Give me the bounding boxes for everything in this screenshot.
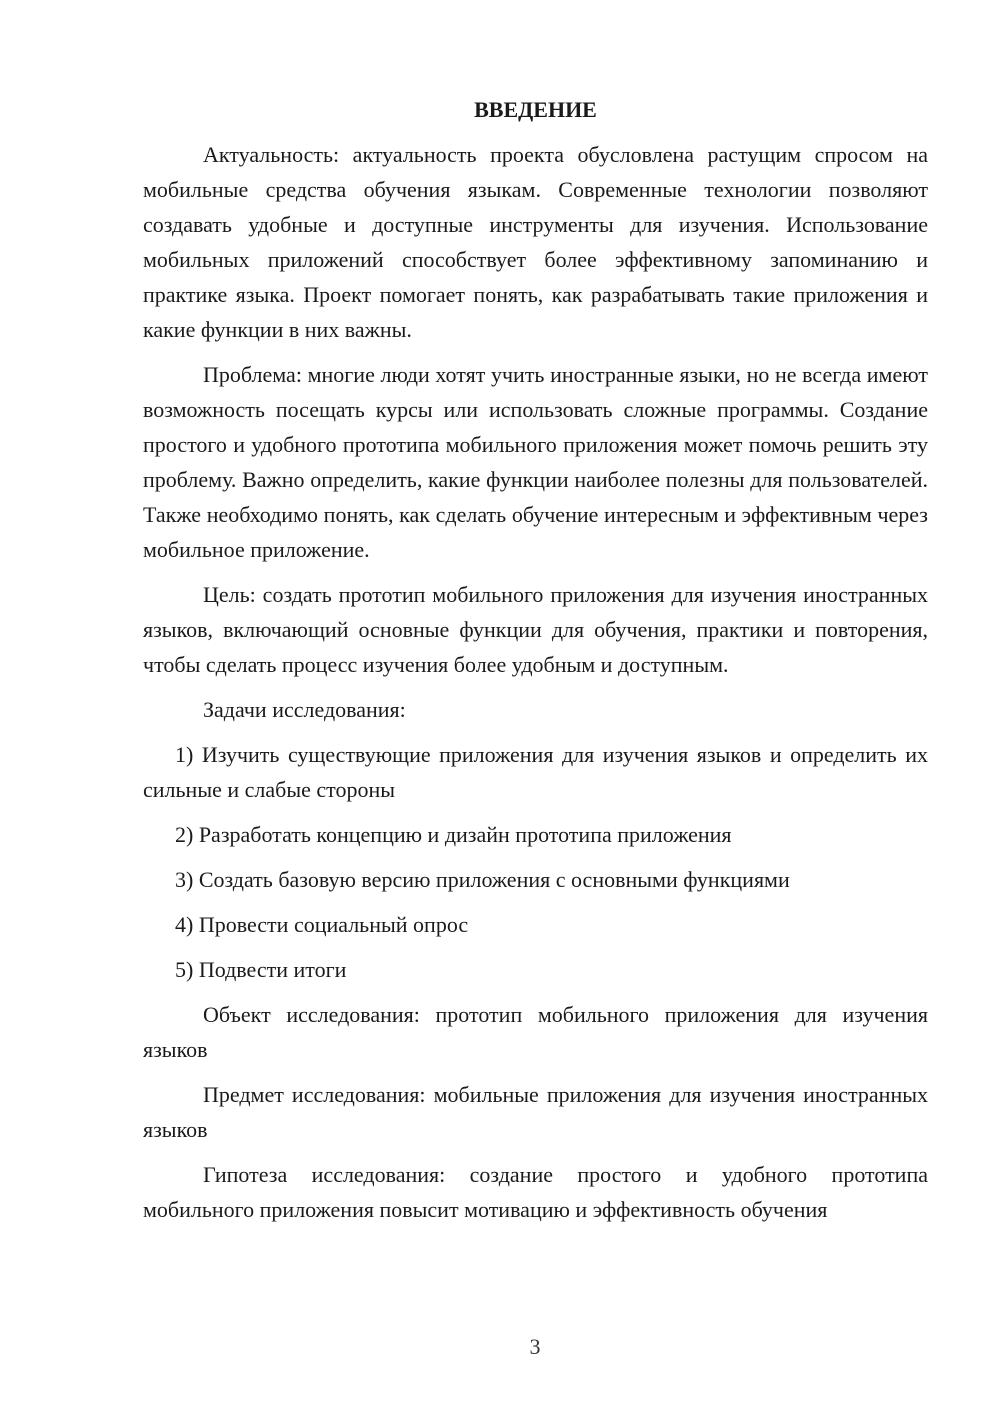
goal-paragraph: Цель: создать прототип мобильного приложения для изучения иностранных языков, включающий основные функции для обучения, практики и повторения, чтобы сделать процесс изучения более удобным и доступным.	[143, 582, 928, 677]
hypothesis-paragraph: Гипотеза исследования: создание простого и удобного прототипа мобильного приложения повысит мотивацию и эффективность обучения	[143, 1162, 928, 1222]
task-item: 2) Разработать концепцию и дизайн прототипа приложения	[175, 822, 732, 847]
problem-paragraph: Проблема: многие люди хотят учить иностранные языки, но не всегда имеют возможность посещать курсы или использовать сложные программы. Создание простого и удобного прототипа мобильного приложения может помочь решить эту проблему. Важно определить, какие функции наиболее полезны для пользователей. Также необходимо понять, как сделать обучение интересным и эффективным через мобильное приложение.	[143, 362, 928, 562]
task-item: 1) Изучить существующие приложения для изучения языков и определить их сильные и слабые стороны	[143, 742, 928, 802]
task-item: 4) Провести социальный опрос	[175, 912, 469, 937]
page-number: 3	[529, 1334, 541, 1359]
subject-paragraph: Предмет исследования: мобильные приложения для изучения иностранных языков	[143, 1082, 928, 1142]
section-heading: ВВЕДЕНИЕ	[474, 97, 597, 122]
tasks-label: Задачи исследования:	[203, 697, 406, 722]
relevance-paragraph: Актуальность: актуальность проекта обусловлена растущим спросом на мобильные средства обучения языкам. Современные технологии позволяют создавать удобные и доступные инструменты для изучения. Использование мобильных приложений способствует более эффективному запоминанию и практике языка. Проект помогает понять, как разрабатывать такие приложения и какие функции в них важны.	[143, 142, 928, 342]
tasks-list	[143, 737, 928, 987]
task-item: 5) Подвести итоги	[175, 957, 347, 982]
object-paragraph: Объект исследования: прототип мобильного приложения для изучения языков	[143, 1002, 928, 1062]
document-page	[143, 92, 928, 1237]
task-item: 3) Создать базовую версию приложения с основными функциями	[175, 867, 790, 892]
